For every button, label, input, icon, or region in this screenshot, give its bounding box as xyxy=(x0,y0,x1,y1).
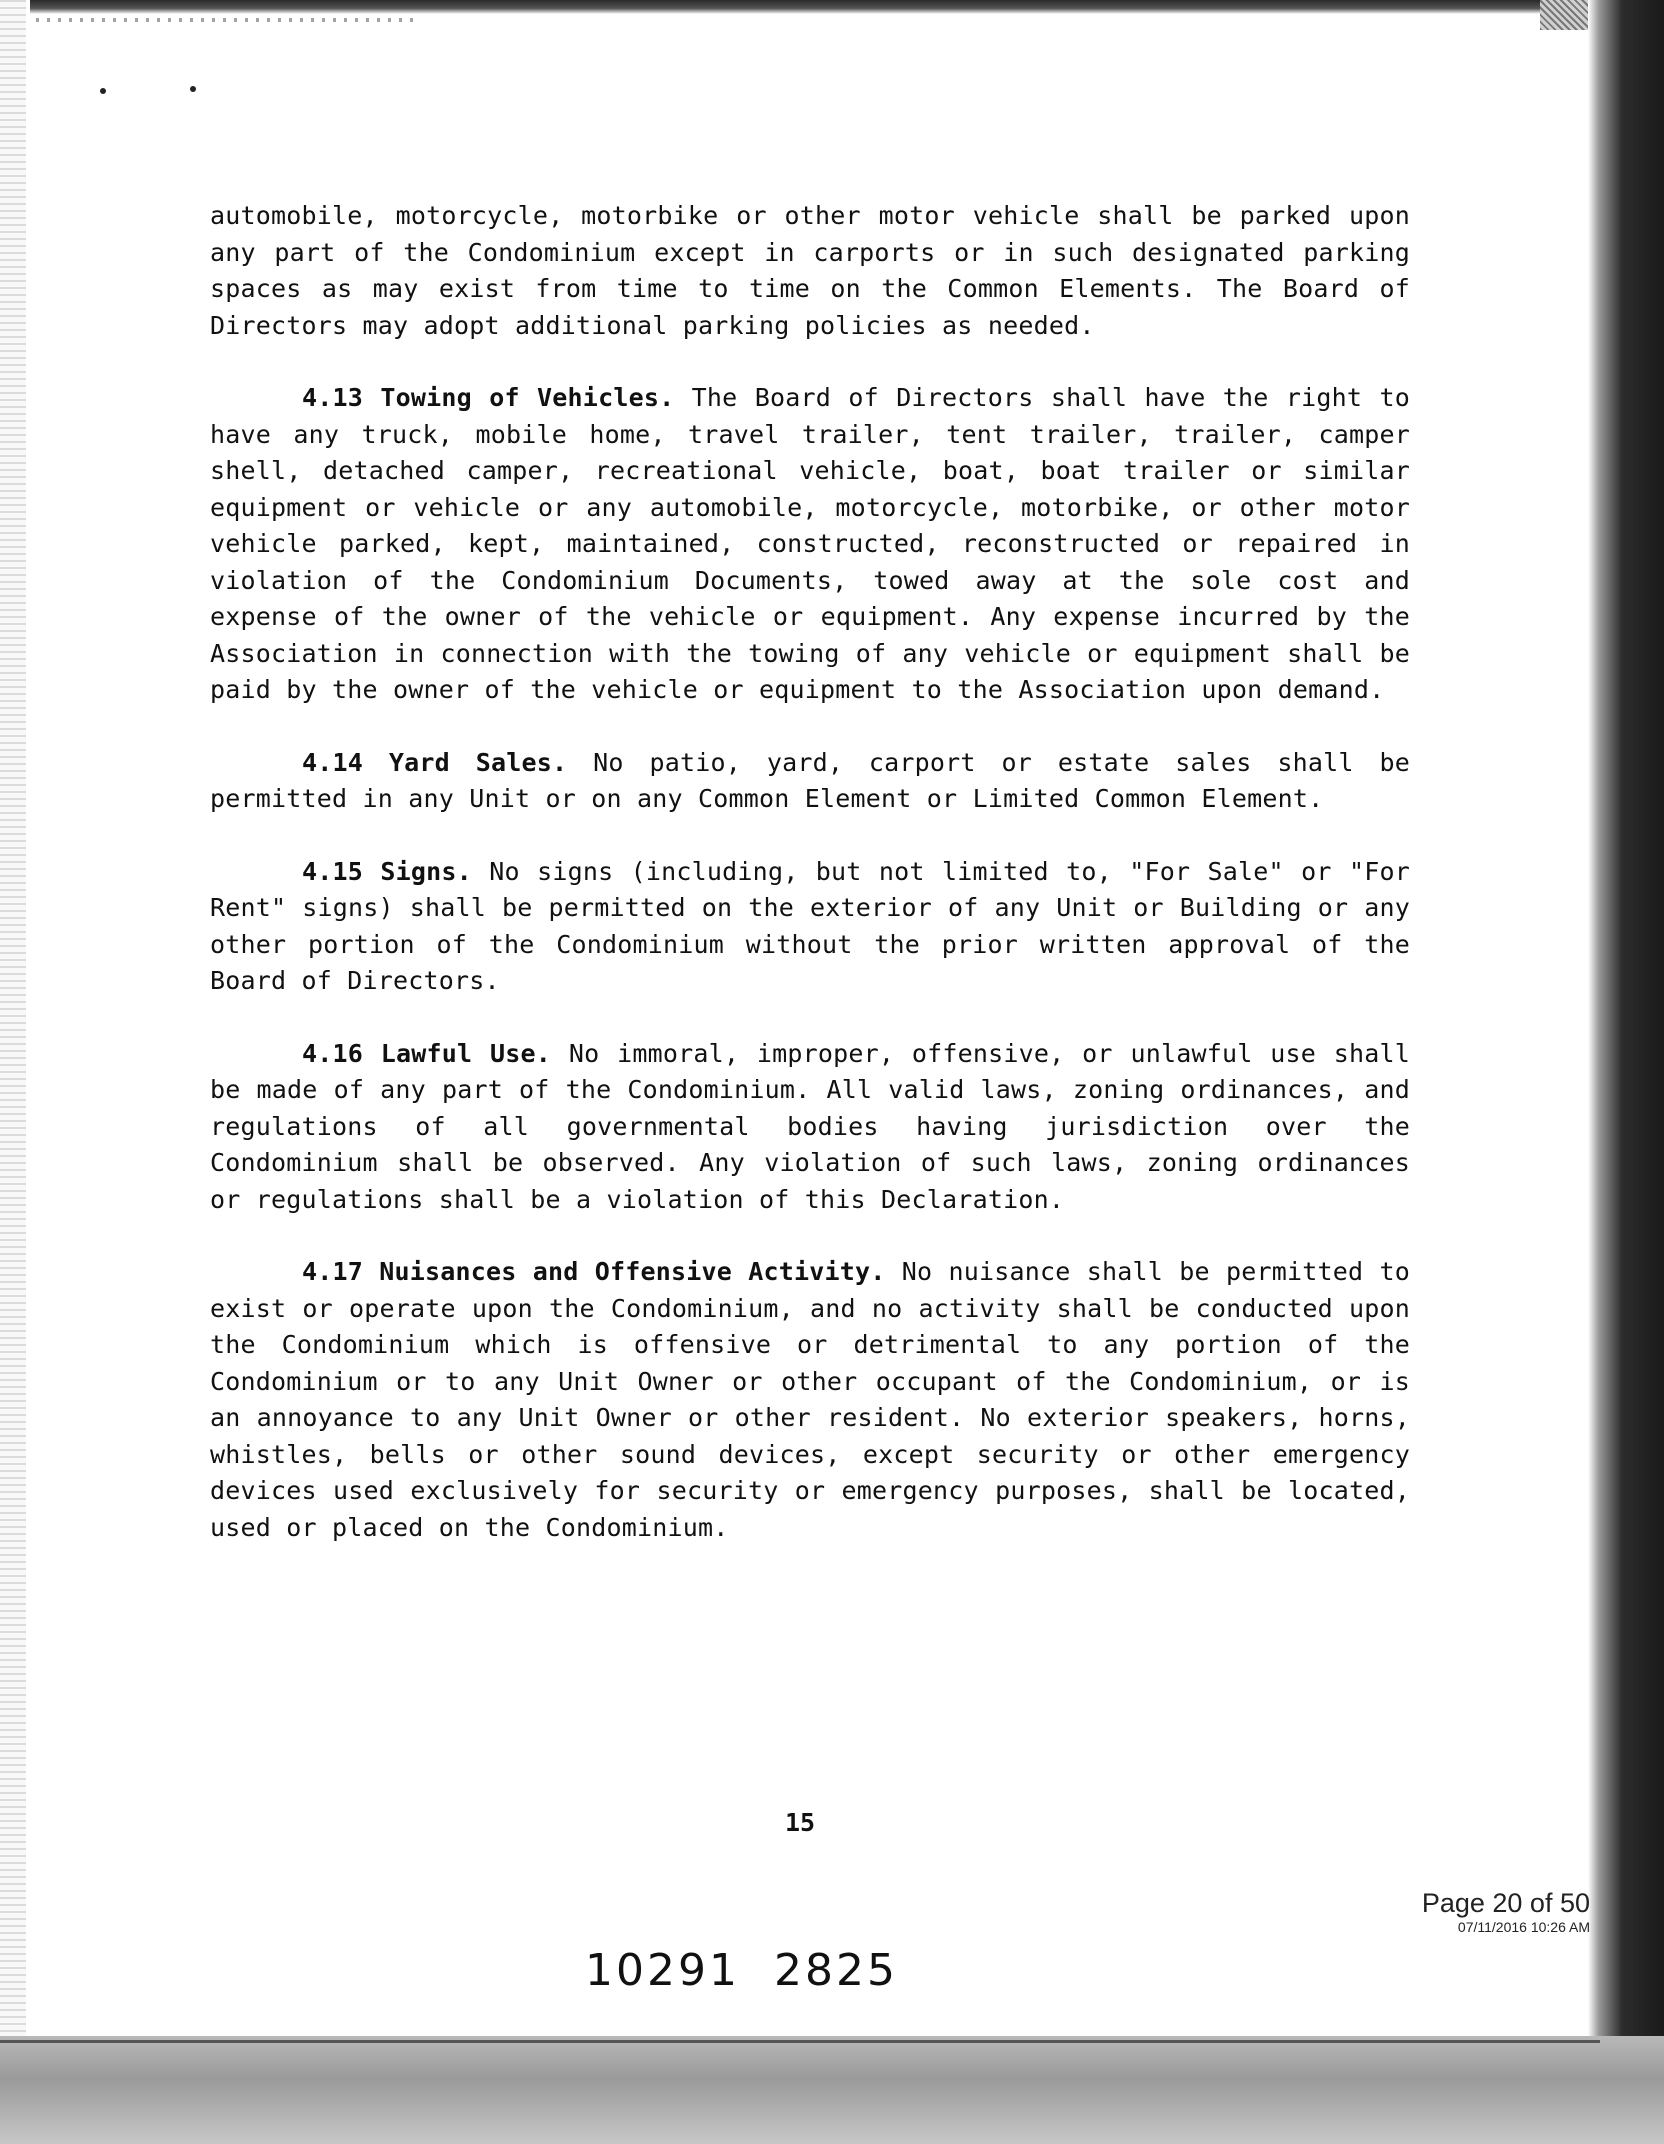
recording-stamp xyxy=(1390,1888,1590,1936)
book-page-number: 2825 xyxy=(773,1945,898,1996)
book-number: 10291 xyxy=(585,1945,740,1996)
stamp-page-count: Page 20 of 50 xyxy=(1421,1888,1590,1918)
paragraph-parking xyxy=(210,198,1410,344)
scan-edge-bottom-line xyxy=(0,2040,1600,2043)
book-page-reference xyxy=(585,1945,898,1996)
scan-dot-mark xyxy=(190,86,196,92)
section-heading: 4.15 Signs. xyxy=(302,856,472,886)
section-heading: 4.13 Towing of Vehicles. xyxy=(302,383,675,412)
paragraph-text: No signs (including, but not limited to, "For Sale" or "For Rent" signs) shall be permitted on the exterior of any Unit or Building or any other portion of the Condominium without the prior written approval of the Board of Directors. xyxy=(210,856,1411,995)
paragraph-towing-of-vehicles xyxy=(210,380,1410,709)
scan-noise-top xyxy=(36,18,416,22)
scan-dot-mark xyxy=(100,88,106,94)
page-number: 15 xyxy=(784,1808,816,1837)
paragraph-text: No nuisance shall be permitted to exist or operate upon the Condominium, and no activity shall be conducted upon the Condominium which is offensive or detrimental to any portion of the Condominium or to any Unit Owner or other occupant of the Condominium, or is an annoyance to any Unit Owner or other resident. No exterior speakers, horns, whistles, bells or other sound devices, except security or other emergency devices used exclusively for security or emergency purposes, shall be located, used or placed on the Condominium. xyxy=(210,1257,1410,1542)
section-heading: 4.14 Yard Sales. xyxy=(302,747,568,777)
section-heading: 4.16 Lawful Use. xyxy=(302,1038,552,1068)
paragraph-lawful-use xyxy=(210,1036,1410,1219)
paragraph-nuisances xyxy=(210,1254,1410,1546)
document-body xyxy=(210,198,1410,1582)
paragraph-signs xyxy=(210,854,1410,1000)
scan-edge-left xyxy=(0,0,26,2144)
scan-edge-bottom xyxy=(0,2036,1664,2144)
paragraph-text: The Board of Directors shall have the right to have any truck, mobile home, travel trailer, tent trailer, trailer, camper shell, detached camper, recreational vehicle, boat, boat trailer or similar equipment or vehicle or any automobile, motorcycle, motorbike, or other motor vehicle parked, kept, maintained, constructed, reconstructed or repaired in violation of the Condominium Documents, towed away at the sole cost and expense of the owner of the vehicle or equipment. Any expense incurred by the Association in connection with the towing of any vehicle or equipment shall be paid by the owner of the vehicle or equipment to the Association upon demand. xyxy=(210,383,1411,704)
paragraph-text: No immoral, improper, offensive, or unlawful use shall be made of any part of the Condominium. All valid laws, zoning ordinances, and regulations of all governmental bodies having jurisdiction over the Condominium shall be observed. Any violation of such laws, zoning ordinances or regulations shall be a violation of this Declaration. xyxy=(210,1038,1410,1214)
scan-edge-right xyxy=(1588,0,1664,2144)
section-heading: 4.17 Nuisances and Offensive Activity. xyxy=(302,1257,886,1286)
paragraph-yard-sales xyxy=(210,745,1410,818)
stamp-datetime: 07/11/2016 10:26 AM xyxy=(1457,1919,1590,1935)
scan-edge-top xyxy=(30,0,1590,14)
paragraph-text: automobile, motorcycle, motorbike or other motor vehicle shall be parked upon any part of the Condominium except in carports or in such designated parking spaces as may exist from time to time on the Common Elements. The Board of Directors may adopt additional parking policies as needed. xyxy=(210,201,1410,340)
paragraph-text: No patio, yard, carport or estate sales shall be permitted in any Unit or on any Common Element or Limited Common Element. xyxy=(210,747,1410,813)
